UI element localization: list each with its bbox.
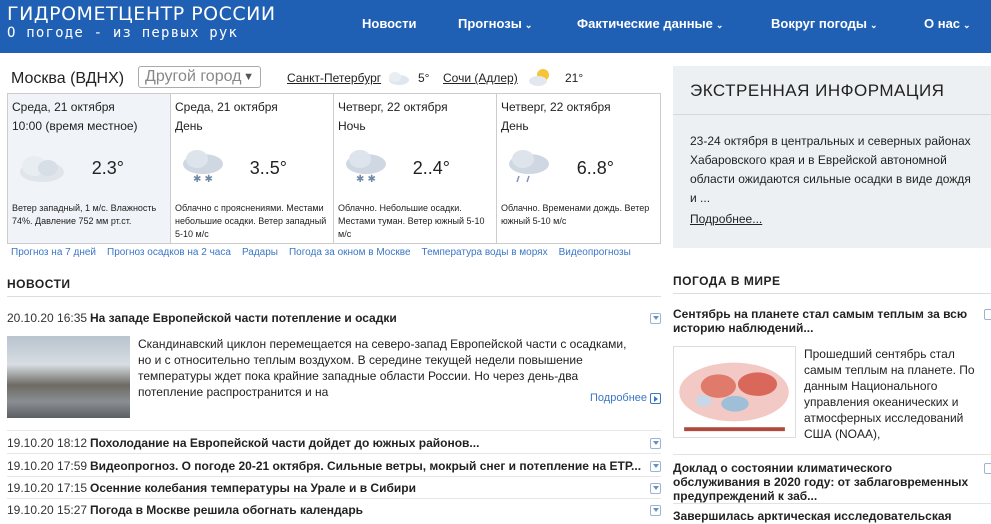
news-title[interactable]: На западе Европейской части потепление и осадки xyxy=(90,311,397,325)
nav-forecasts[interactable]: Прогнозы ⌄ xyxy=(458,16,533,31)
forecast-column xyxy=(171,94,334,243)
site-header xyxy=(0,0,991,53)
news-title[interactable]: Погода в Москве решила обогнать календарь xyxy=(90,503,364,517)
chevron-down-icon: ⌄ xyxy=(870,20,878,30)
forecast-temp: 6..8° xyxy=(576,158,614,178)
forecast-temp: 3..5° xyxy=(249,158,287,178)
logo-title[interactable]: ГИДРОМЕТЦЕНТР РОССИИ xyxy=(7,3,276,25)
sublink-moscow-window[interactable]: Погода за окном в Москве xyxy=(288,247,411,258)
sublink-video[interactable]: Видеопрогнозы xyxy=(558,247,631,258)
cloud-icon xyxy=(12,144,68,186)
forecast-panel xyxy=(7,93,661,244)
svg-text:✱ ✱: ✱ ✱ xyxy=(193,174,213,185)
current-city: Москва (ВДНХ) xyxy=(11,70,125,87)
forecast-column xyxy=(334,94,497,243)
nav-around-weather[interactable]: Вокруг погоды ⌄ xyxy=(771,16,878,31)
news-title[interactable]: Осенние колебания температуры на Урале и в Сибири xyxy=(90,481,416,495)
expand-icon[interactable] xyxy=(650,438,661,449)
forecast-column xyxy=(8,94,171,243)
svg-text:✱ ✱: ✱ ✱ xyxy=(356,174,376,185)
emergency-more-link[interactable]: Подробнее... xyxy=(690,212,763,226)
city-link-spb[interactable]: Санкт-Петербург xyxy=(287,71,382,85)
sublink-7-days[interactable]: Прогноз на 7 дней xyxy=(11,247,96,258)
sublink-precip-2h[interactable]: Прогноз осадков на 2 часа xyxy=(107,247,231,258)
emergency-title: ЭКСТРЕННАЯ ИНФОРМАЦИЯ xyxy=(690,81,945,100)
forecast-time: День xyxy=(175,119,203,133)
divider xyxy=(673,114,991,115)
emergency-info-box xyxy=(673,66,991,248)
divider xyxy=(7,498,661,499)
forecast-desc: Облачно. Небольшие осадки. Местами туман. Ветер южный 5-10 м/с xyxy=(338,203,485,239)
city-link-sochi[interactable]: Сочи (Адлер) xyxy=(443,71,518,85)
news-time: 19.10.20 17:15 xyxy=(7,481,88,495)
expand-icon[interactable] xyxy=(984,463,991,474)
world-news-text: Прошедший сентябрь стал самым теплым на планете. По данным Национального управления океанических и атмосферных исследований США (NOAA), xyxy=(804,347,975,441)
forecast-temp: 2.3° xyxy=(91,158,124,178)
nav-actual-data[interactable]: Фактические данные ⌄ xyxy=(577,16,724,31)
world-news-title[interactable]: Завершилась арктическая исследовательская xyxy=(673,509,952,523)
sublink-radars[interactable]: Радары xyxy=(241,247,278,258)
cloud-snow-icon xyxy=(175,144,231,186)
expand-icon[interactable] xyxy=(984,309,991,320)
forecast-sublinks xyxy=(11,247,642,258)
sublink-sea-temp[interactable]: Температура воды в морях xyxy=(421,247,548,258)
expand-icon[interactable] xyxy=(650,483,661,494)
news-time: 19.10.20 15:27 xyxy=(7,503,88,517)
divider xyxy=(7,476,661,477)
forecast-date: Четверг, 22 октября xyxy=(338,100,448,114)
nav-news[interactable]: Новости xyxy=(362,16,417,31)
forecast-column xyxy=(497,94,660,243)
partly-sunny-icon xyxy=(527,66,553,88)
arrow-right-icon[interactable] xyxy=(650,393,661,404)
world-temperature-map[interactable] xyxy=(673,346,796,438)
divider xyxy=(673,454,991,455)
news-heading: НОВОСТИ xyxy=(7,277,71,291)
divider xyxy=(7,453,661,454)
forecast-date: Четверг, 22 октября xyxy=(501,100,611,114)
chevron-down-icon: ▼ xyxy=(243,71,254,83)
nav-about[interactable]: О нас ⌄ xyxy=(924,16,971,31)
divider xyxy=(673,293,991,294)
news-photo[interactable] xyxy=(7,336,130,418)
forecast-date: Среда, 21 октября xyxy=(12,100,115,114)
chevron-down-icon: ⌄ xyxy=(963,20,971,30)
cloud-snow-icon xyxy=(338,144,394,186)
forecast-temp: 2..4° xyxy=(412,158,450,178)
emergency-text: 23-24 октября в центральных и северных районах Хабаровского края и в Еврейской автономной области ожидаются сильные осадки в виде дождя и ... xyxy=(690,134,971,205)
forecast-time: 10:00 (время местное) xyxy=(12,119,138,133)
expand-icon[interactable] xyxy=(650,461,661,472)
divider xyxy=(7,430,661,431)
forecast-time: День xyxy=(501,119,529,133)
cloud-rain-icon xyxy=(501,144,557,186)
forecast-desc: Облачно с прояснениями. Местами небольшие осадки. Ветер западный 5-10 м/с xyxy=(175,203,327,239)
city-temp-sochi: 21° xyxy=(565,71,584,85)
news-title[interactable]: Похолодание на Европейской части дойдет до южных районов... xyxy=(90,436,480,450)
city-temp-spb: 5° xyxy=(418,71,430,85)
city-select-placeholder: Другой город xyxy=(145,68,242,85)
forecast-desc: Облачно. Временами дождь. Ветер южный 5-10 м/с xyxy=(501,203,650,226)
news-lead: Скандинавский циклон перемещается на северо-запад Европейской части с осадками, но и с относительно теплым воздухом. В середине текущей недели повышение температуры ждет пока крайние западные области России. Но через день-два потепление распространится и на xyxy=(138,337,627,399)
chevron-down-icon: ⌄ xyxy=(715,20,724,30)
news-time: 20.10.20 16:35 xyxy=(7,311,88,325)
news-time: 19.10.20 17:59 xyxy=(7,459,88,473)
forecast-date: Среда, 21 октября xyxy=(175,100,278,114)
world-weather-heading: ПОГОДА В МИРЕ xyxy=(673,274,781,288)
world-news-title[interactable]: Доклад о состоянии климатического обслуживания в 2020 году: от заблаговременных предупреждений к заб... xyxy=(673,461,969,503)
news-more-link[interactable]: Подробнее xyxy=(590,392,648,404)
forecast-desc: Ветер западный, 1 м/с. Влажность 74%. Давление 752 мм рт.ст. xyxy=(12,203,157,226)
news-title[interactable]: Видеопрогноз. О погоде 20-21 октября. Сильные ветры, мокрый снег и потепление на ЕТР... xyxy=(90,459,642,473)
cloudy-night-icon xyxy=(385,66,411,88)
forecast-time: Ночь xyxy=(338,119,366,133)
divider xyxy=(673,503,991,504)
news-time: 19.10.20 18:12 xyxy=(7,436,88,450)
divider xyxy=(7,296,661,297)
city-select[interactable] xyxy=(138,66,261,88)
chevron-down-icon: ⌄ xyxy=(524,20,533,30)
world-news-title[interactable]: Сентябрь на планете стал самым теплым за всю историю наблюдений... xyxy=(673,307,968,335)
collapse-icon[interactable] xyxy=(650,313,661,324)
expand-icon[interactable] xyxy=(650,505,661,516)
logo-subtitle: О погоде - из первых рук xyxy=(7,25,239,41)
